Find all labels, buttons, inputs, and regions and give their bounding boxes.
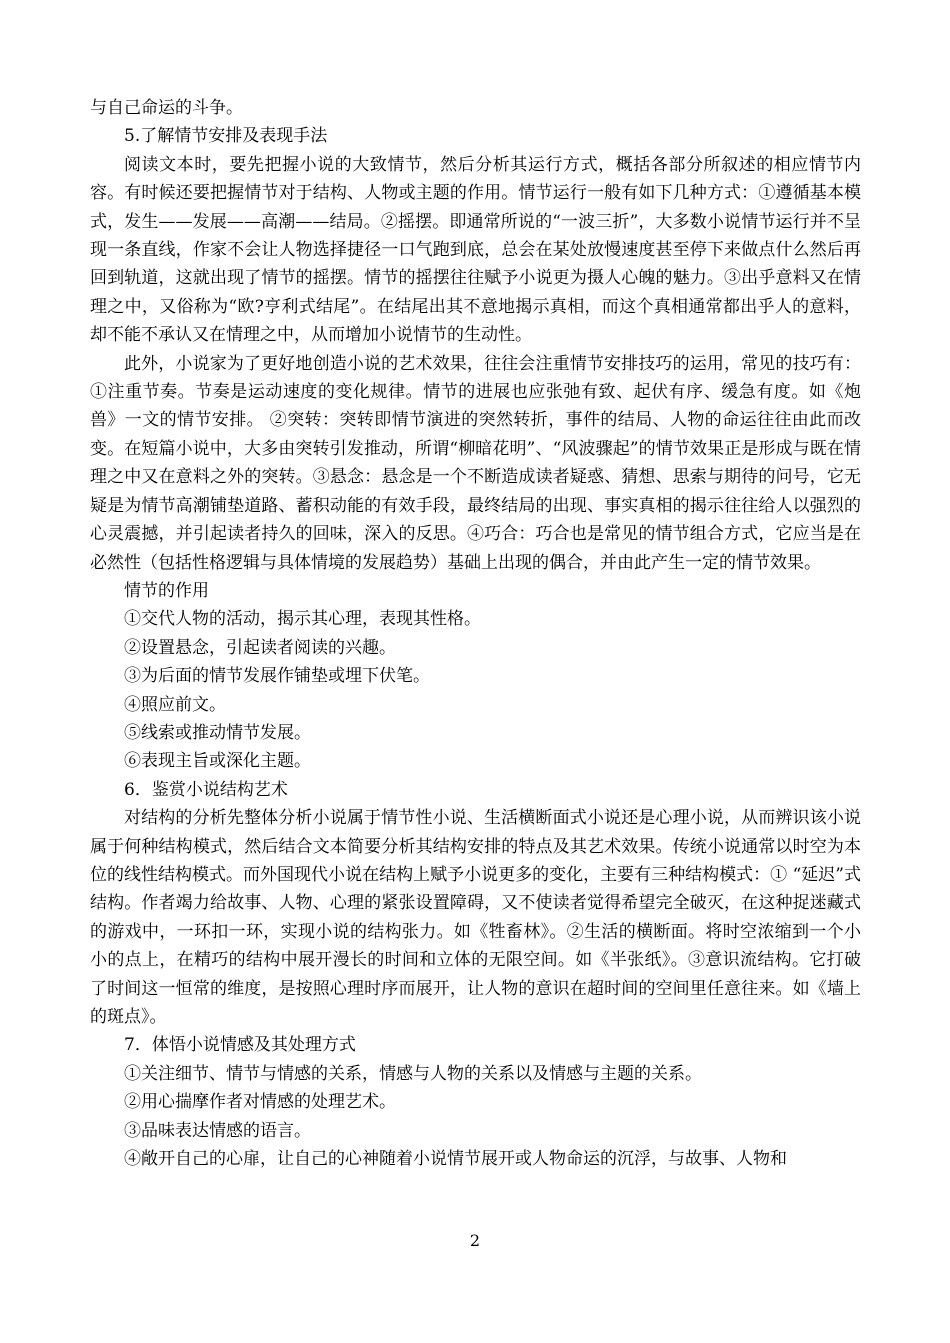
list-item: ①交代人物的活动，揭示其心理，表现其性格。	[124, 609, 481, 630]
list-item: ②用心揣摩作者对情感的处理艺术。	[124, 1092, 396, 1113]
section-heading-emotion: 7．体悟小说情感及其处理方式	[124, 1035, 356, 1056]
paragraph-plot-techniques: 此外，小说家为了更好地创造小说的艺术效果，往往会注重情节安排技巧的运用，常见的技巧有：①注重节奏。节奏是运动速度的变化规律。情节的进展也应张弛有致、起伏有序、缓急有度。如《炮兽》一文的情节安排。 ②突转：突转即情节演进的突然转折，事件的结局、人物的命运往往由此而改变。在短篇小说中，大多由突转引发推动，所谓“柳暗花明”、“风波骤起”的情节效果正是形成与既在情理之中又在意料之外的突转。③悬念：悬念是一个不断造成读者疑惑、猜想、思索与期待的问号，它无疑是为情节高潮铺垫道路、蓄积动能的有效手段，最终结局的出现、事实真相的揭示往往给人以强烈的心灵震撼，并引起读者持久的回味，深入的反思。④巧合：巧合也是常见的情节组合方式，它应当是在必然性（包括性格逻辑与具体情境的发展趋势）基础上出现的偶合，并由此产生一定的情节效果。	[90, 353, 861, 573]
list-item: ①关注细节、情节与情感的关系，情感与人物的关系以及情感与主题的关系。	[124, 1063, 702, 1084]
subheading-plot-functions: 情节的作用	[124, 580, 209, 601]
list-item: ③为后面的情节发展作铺垫或埋下伏笔。	[124, 666, 430, 687]
list-item: ④照应前文。	[124, 694, 226, 715]
section-heading-structure: 6．鉴赏小说结构艺术	[124, 779, 288, 800]
list-item: ④敞开自己的心扉，让自己的心神随着小说情节展开或人物命运的沉浮，与故事、人物和	[124, 1149, 787, 1170]
paragraph-continuation: 与自己命运的斗争。	[90, 98, 243, 118]
document-page	[90, 94, 861, 1173]
list-item: ⑤线索或推动情节发展。	[124, 722, 311, 743]
section-heading-plot: 5.了解情节安排及表现手法	[124, 126, 328, 147]
page-number: 2	[469, 1231, 481, 1250]
list-item: ⑥表现主旨或深化主题。	[124, 751, 311, 772]
paragraph-structure: 对结构的分析先整体分析小说属于情节性小说、生活横断面式小说还是心理小说，从而辨识该小说属于何种结构模式，然后结合文本简要分析其结构安排的特点及其艺术效果。传统小说通常以时空为本位的线性结构模式。而外国现代小说在结构上赋予小说更多的变化，主要有三种结构模式：① “延迟”式结构。作者竭力给故事、人物、心理的紧张设置障碍，又不使读者觉得希望完全破灭，在这种捉迷藏式的游戏中，一环扣一环，实现小说的结构张力。如《牲畜林》。②生活的横断面。将时空浓缩到一个小小的点上，在精巧的结构中展开漫长的时间和立体的无限空间。如《半张纸》。③意识流结构。它打破了时间这一恒常的维度，是按照心理时序而展开，让人物的意识在超时间的空间里任意往来。如《墙上的斑点》。	[90, 808, 861, 1027]
list-item: ②设置悬念，引起读者阅读的兴趣。	[124, 637, 396, 658]
list-item: ③品味表达情感的语言。	[124, 1120, 311, 1141]
paragraph-plot-modes: 阅读文本时，要先把握小说的大致情节，然后分析其运行方式，概括各部分所叙述的相应情节内容。有时候还要把握情节对于结构、人物或主题的作用。情节运行一般有如下几种方式：①遵循基本模式，发生——发展——高潮——结局。②摇摆。即通常所说的“一波三折”，大多数小说情节运行并不呈现一条直线，作家不会让人物选择捷径一口气跑到底，总会在某处放慢速度甚至停下来做点什么然后再回到轨道，这就出现了情节的摇摆。情节的摇摆往往赋予小说更为摄人心魄的魅力。③出乎意料又在情理之中，又俗称为“欧?亨利式结尾”。在结尾出其不意地揭示真相，而这个真相通常都出乎人的意料，却不能不承认又在情理之中，从而增加小说情节的生动性。	[90, 154, 861, 346]
